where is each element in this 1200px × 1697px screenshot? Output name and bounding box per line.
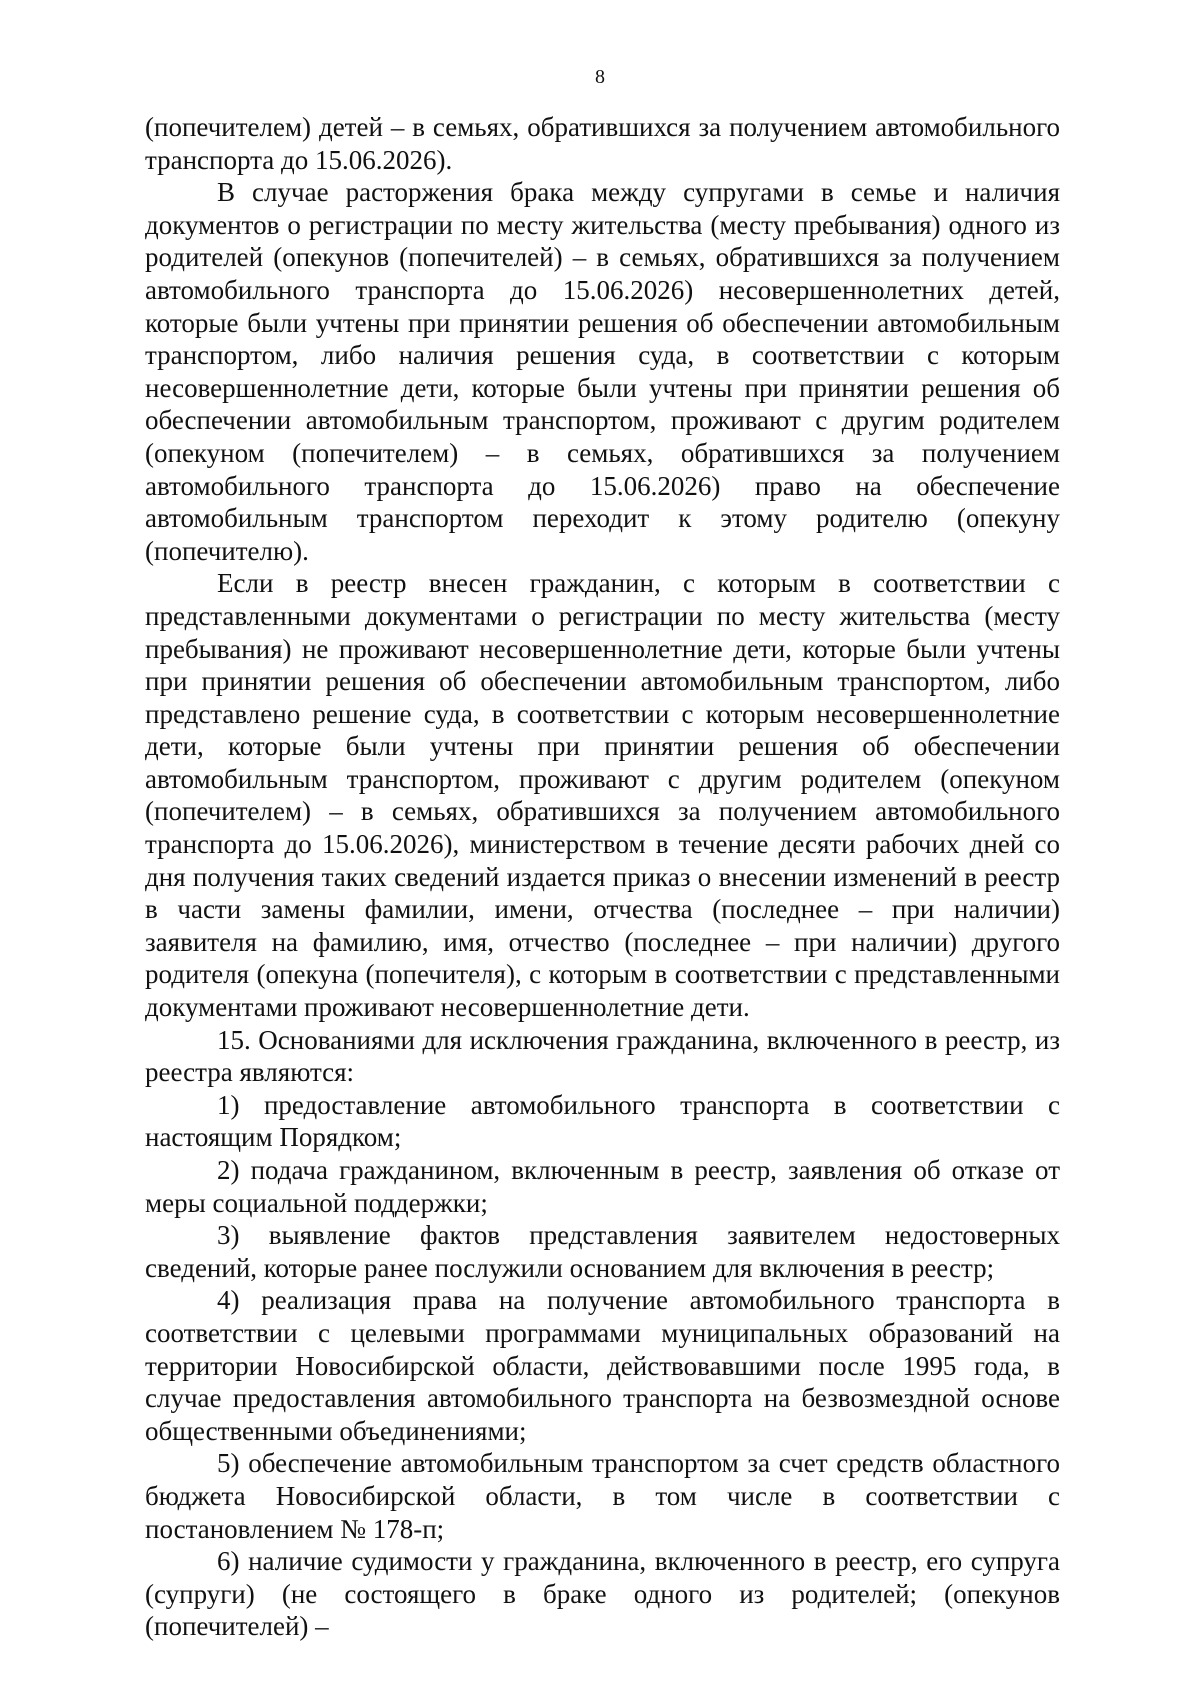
list-item: 6) наличие судимости у гражданина, включенного в реестр, его супруга (супруги) (не состоящего в браке одного из родителей; (опекунов (попечителей) – xyxy=(145,1546,1060,1642)
paragraph: (попечителем) детей – в семьях, обратившихся за получением автомобильного транспорта до 15.06.2026). xyxy=(145,112,1060,175)
list-item: 4) реализация права на получение автомобильного транспорта в соответствии с целевыми программами муниципальных образований на территории Новосибирской области, действовавшими после 1995 года, в случае предоставления автомобильного транспорта на безвозмездной основе общественными объединениями; xyxy=(145,1285,1060,1446)
document-body xyxy=(145,111,1060,1643)
page-number: 8 xyxy=(595,66,605,88)
list-item: 2) подача гражданином, включенным в реестр, заявления об отказе от меры социальной поддержки; xyxy=(145,1155,1060,1218)
paragraph: 15. Основаниями для исключения гражданина, включенного в реестр, из реестра являются: xyxy=(145,1024,1060,1088)
list-item: 1) предоставление автомобильного транспорта в соответствии с настоящим Порядком; xyxy=(145,1089,1060,1153)
paragraph: В случае расторжения брака между супругами в семье и наличия документов о регистрации по месту жительства (месту пребывания) одного из родителей (опекунов (попечителей) – в семьях, обратившихся за получением автомобильного транспорта до 15.06.2026) несовершеннолетних детей, которые были учтены при принятии решения об обеспечении автомобильным транспортом, либо наличия решения суда, в соответствии с которым несовершеннолетние дети, которые были учтены при принятии решения об обеспечении автомобильным транспортом, проживают с другим родителем (опекуном (попечителем) – в семьях, обратившихся за получением автомобильного транспорта до 15.06.2026) право на обеспечение автомобильным транспортом переходит к этому родителю (опекуну (попечителю). xyxy=(145,177,1060,566)
list-item: 5) обеспечение автомобильным транспортом за счет средств областного бюджета Новосибирской области, в том числе в соответствии с постановлением № 178-п; xyxy=(145,1448,1060,1544)
paragraph: Если в реестр внесен гражданин, с которым в соответствии с представленными документами о регистрации по месту жительства (месту пребывания) не проживают несовершеннолетние дети, которые были учтены при принятии решения об обеспечении автомобильным транспортом, либо представлено решение суда, в соответствии с которым несовершеннолетние дети, которые были учтены при принятии решения об обеспечении автомобильным транспортом, проживают с другим родителем (опекуном (попечителем) – в семьях, обратившихся за получением автомобильного транспорта до 15.06.2026), министерством в течение десяти рабочих дней со дня получения таких сведений издается приказ о внесении изменений в реестр в части замены фамилии, имени, отчества (последнее – при наличии) заявителя на фамилию, имя, отчество (последнее – при наличии) другого родителя (опекуна (попечителя), с которым в соответствии с представленными документами проживают несовершеннолетние дети. xyxy=(145,568,1060,1023)
list-item: 3) выявление фактов представления заявителем недостоверных сведений, которые ранее послужили основанием для включения в реестр; xyxy=(145,1220,1060,1283)
